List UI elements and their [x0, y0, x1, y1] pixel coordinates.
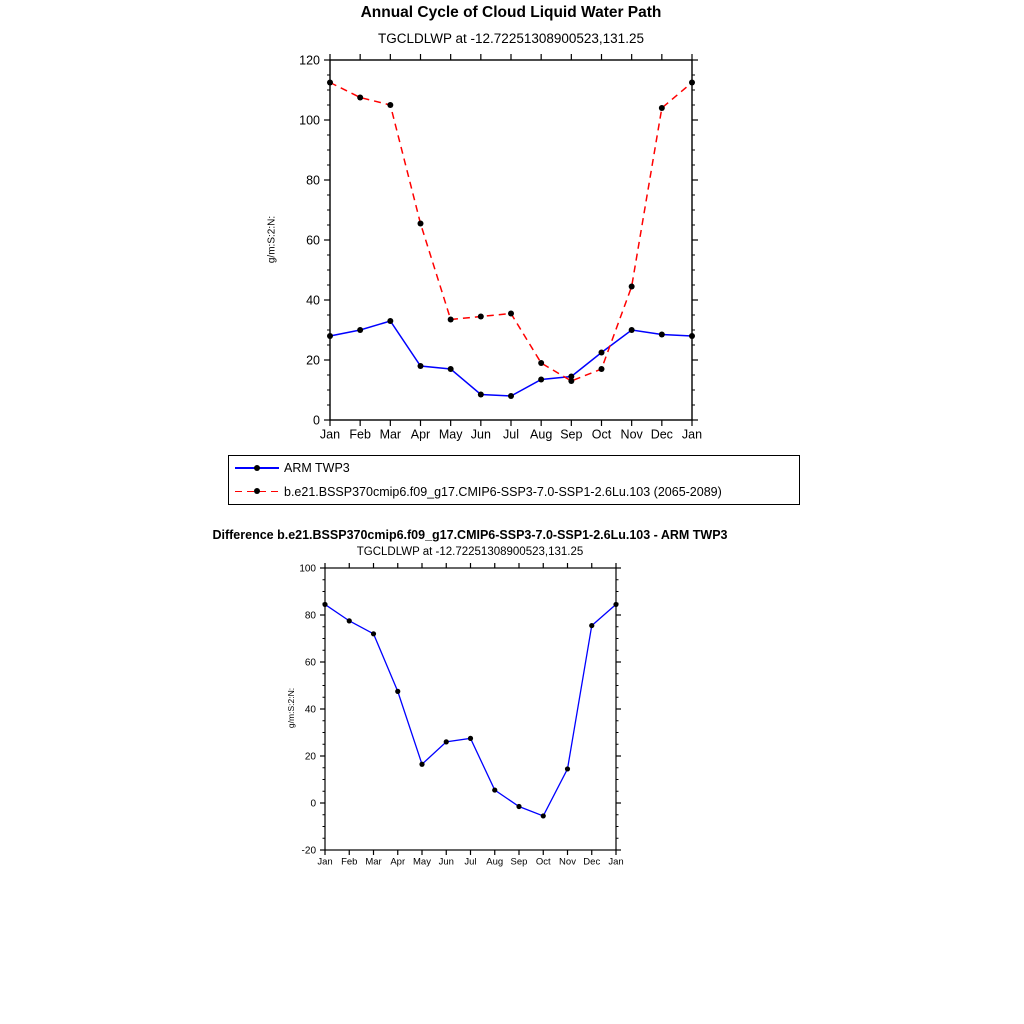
data-point-marker	[541, 813, 546, 818]
series-line	[330, 321, 692, 396]
legend-item-arm-twp3	[235, 457, 799, 479]
data-point-marker	[387, 318, 393, 324]
annual-cycle-subtitle: TGCLDLWP at -12.72251308900523,131.25	[378, 31, 644, 46]
x-tick-label: Feb	[341, 856, 358, 868]
marker-dot-icon	[254, 488, 260, 494]
data-point-marker	[538, 377, 544, 383]
data-point-marker	[448, 366, 454, 372]
marker-dot-icon	[254, 465, 260, 471]
y-tick-label: 100	[299, 113, 320, 128]
data-point-marker	[492, 787, 497, 792]
data-point-marker	[516, 804, 521, 809]
data-point-marker	[418, 221, 424, 227]
data-point-marker	[322, 602, 327, 607]
data-point-marker	[419, 762, 424, 767]
x-tick-label: May	[413, 856, 431, 868]
legend-sample-model-run	[235, 487, 279, 497]
y-tick-label: 80	[306, 173, 320, 188]
x-tick-label: Apr	[390, 856, 406, 868]
legend-sample-arm-twp3	[235, 463, 279, 473]
y-tick-label: 0	[313, 413, 320, 428]
data-point-marker	[599, 350, 605, 356]
annual-cycle-title: Annual Cycle of Cloud Liquid Water Path	[360, 4, 662, 21]
x-tick-label: Dec	[650, 427, 673, 442]
annual-cycle-chart	[299, 53, 702, 441]
x-tick-label: Jan	[681, 427, 703, 442]
x-tick-label: Oct	[535, 856, 551, 868]
data-point-marker	[327, 333, 333, 339]
data-point-marker	[659, 332, 665, 338]
data-point-marker	[478, 314, 484, 320]
data-point-marker	[629, 284, 635, 290]
x-tick-label: Sep	[560, 427, 583, 442]
data-point-marker	[508, 311, 514, 317]
data-point-marker	[538, 360, 544, 366]
plot-frame	[325, 568, 616, 850]
data-point-marker	[347, 618, 352, 623]
legend-item-model-run	[235, 481, 799, 503]
data-point-marker	[629, 327, 635, 333]
data-point-marker	[444, 739, 449, 744]
x-tick-label: Jan	[608, 856, 624, 868]
x-tick-label: Nov	[620, 427, 643, 442]
y-tick-label: 40	[306, 293, 320, 308]
x-tick-label: Apr	[410, 427, 431, 442]
difference-y-axis-label: g/m:S:2:N:	[286, 687, 296, 729]
data-point-marker	[395, 689, 400, 694]
legend-label-arm-twp3: ARM TWP3	[284, 461, 350, 476]
y-tick-label: 60	[304, 657, 316, 669]
data-point-marker	[689, 80, 695, 86]
data-point-marker	[448, 317, 454, 323]
x-tick-label: Feb	[349, 427, 371, 442]
data-point-marker	[599, 366, 605, 372]
y-tick-label: 100	[299, 563, 316, 575]
data-point-marker	[357, 327, 363, 333]
y-tick-label: 80	[304, 610, 316, 622]
legend-label-model-run: b.e21.BSSP370cmip6.f09_g17.CMIP6-SSP3-7.0-SSP1-2.6Lu.103 (2065-2089)	[284, 484, 722, 499]
difference-chart	[299, 563, 623, 868]
series-line	[330, 83, 692, 382]
y-tick-label: 20	[304, 751, 316, 763]
x-tick-label: Jul	[464, 856, 477, 868]
data-point-marker	[468, 736, 473, 741]
y-tick-label: 20	[306, 353, 320, 368]
x-tick-label: Nov	[559, 856, 576, 868]
x-tick-label: Mar	[379, 427, 402, 442]
difference-subtitle: TGCLDLWP at -12.72251308900523,131.25	[356, 546, 584, 558]
data-point-marker	[357, 95, 363, 101]
x-tick-label: Jun	[438, 856, 454, 868]
data-point-marker	[327, 80, 333, 86]
data-point-marker	[508, 393, 514, 399]
data-point-marker	[613, 602, 618, 607]
legend	[228, 455, 800, 505]
x-tick-label: Jul	[503, 427, 519, 442]
x-tick-label: May	[438, 427, 463, 442]
y-tick-label: 0	[310, 798, 316, 810]
data-point-marker	[659, 105, 665, 111]
data-point-marker	[689, 333, 695, 339]
data-point-marker	[589, 623, 594, 628]
y-tick-label: 120	[299, 53, 320, 68]
y-tick-label: 40	[304, 704, 316, 716]
data-point-marker	[565, 766, 570, 771]
x-tick-label: Jan	[317, 856, 333, 868]
x-tick-label: Jun	[470, 427, 491, 442]
y-tick-label: -20	[301, 845, 316, 857]
x-tick-label: Aug	[486, 856, 504, 868]
data-point-marker	[568, 378, 574, 384]
annual-cycle-y-axis-label: g/m:S:2:N:	[266, 215, 278, 264]
x-tick-label: Oct	[591, 427, 612, 442]
series-line	[325, 604, 616, 816]
y-tick-label: 60	[306, 233, 320, 248]
x-tick-label: Mar	[365, 856, 382, 868]
data-point-marker	[371, 631, 376, 636]
x-tick-label: Dec	[583, 856, 601, 868]
difference-title: Difference b.e21.BSSP370cmip6.f09_g17.CMIP6-SSP3-7.0-SSP1-2.6Lu.103 - ARM TWP3	[212, 528, 728, 542]
x-tick-label: Jan	[319, 427, 341, 442]
x-tick-label: Aug	[530, 427, 553, 442]
data-point-marker	[387, 102, 393, 108]
data-point-marker	[418, 363, 424, 369]
plot-frame	[330, 60, 692, 420]
x-tick-label: Sep	[510, 856, 528, 868]
data-point-marker	[478, 392, 484, 398]
